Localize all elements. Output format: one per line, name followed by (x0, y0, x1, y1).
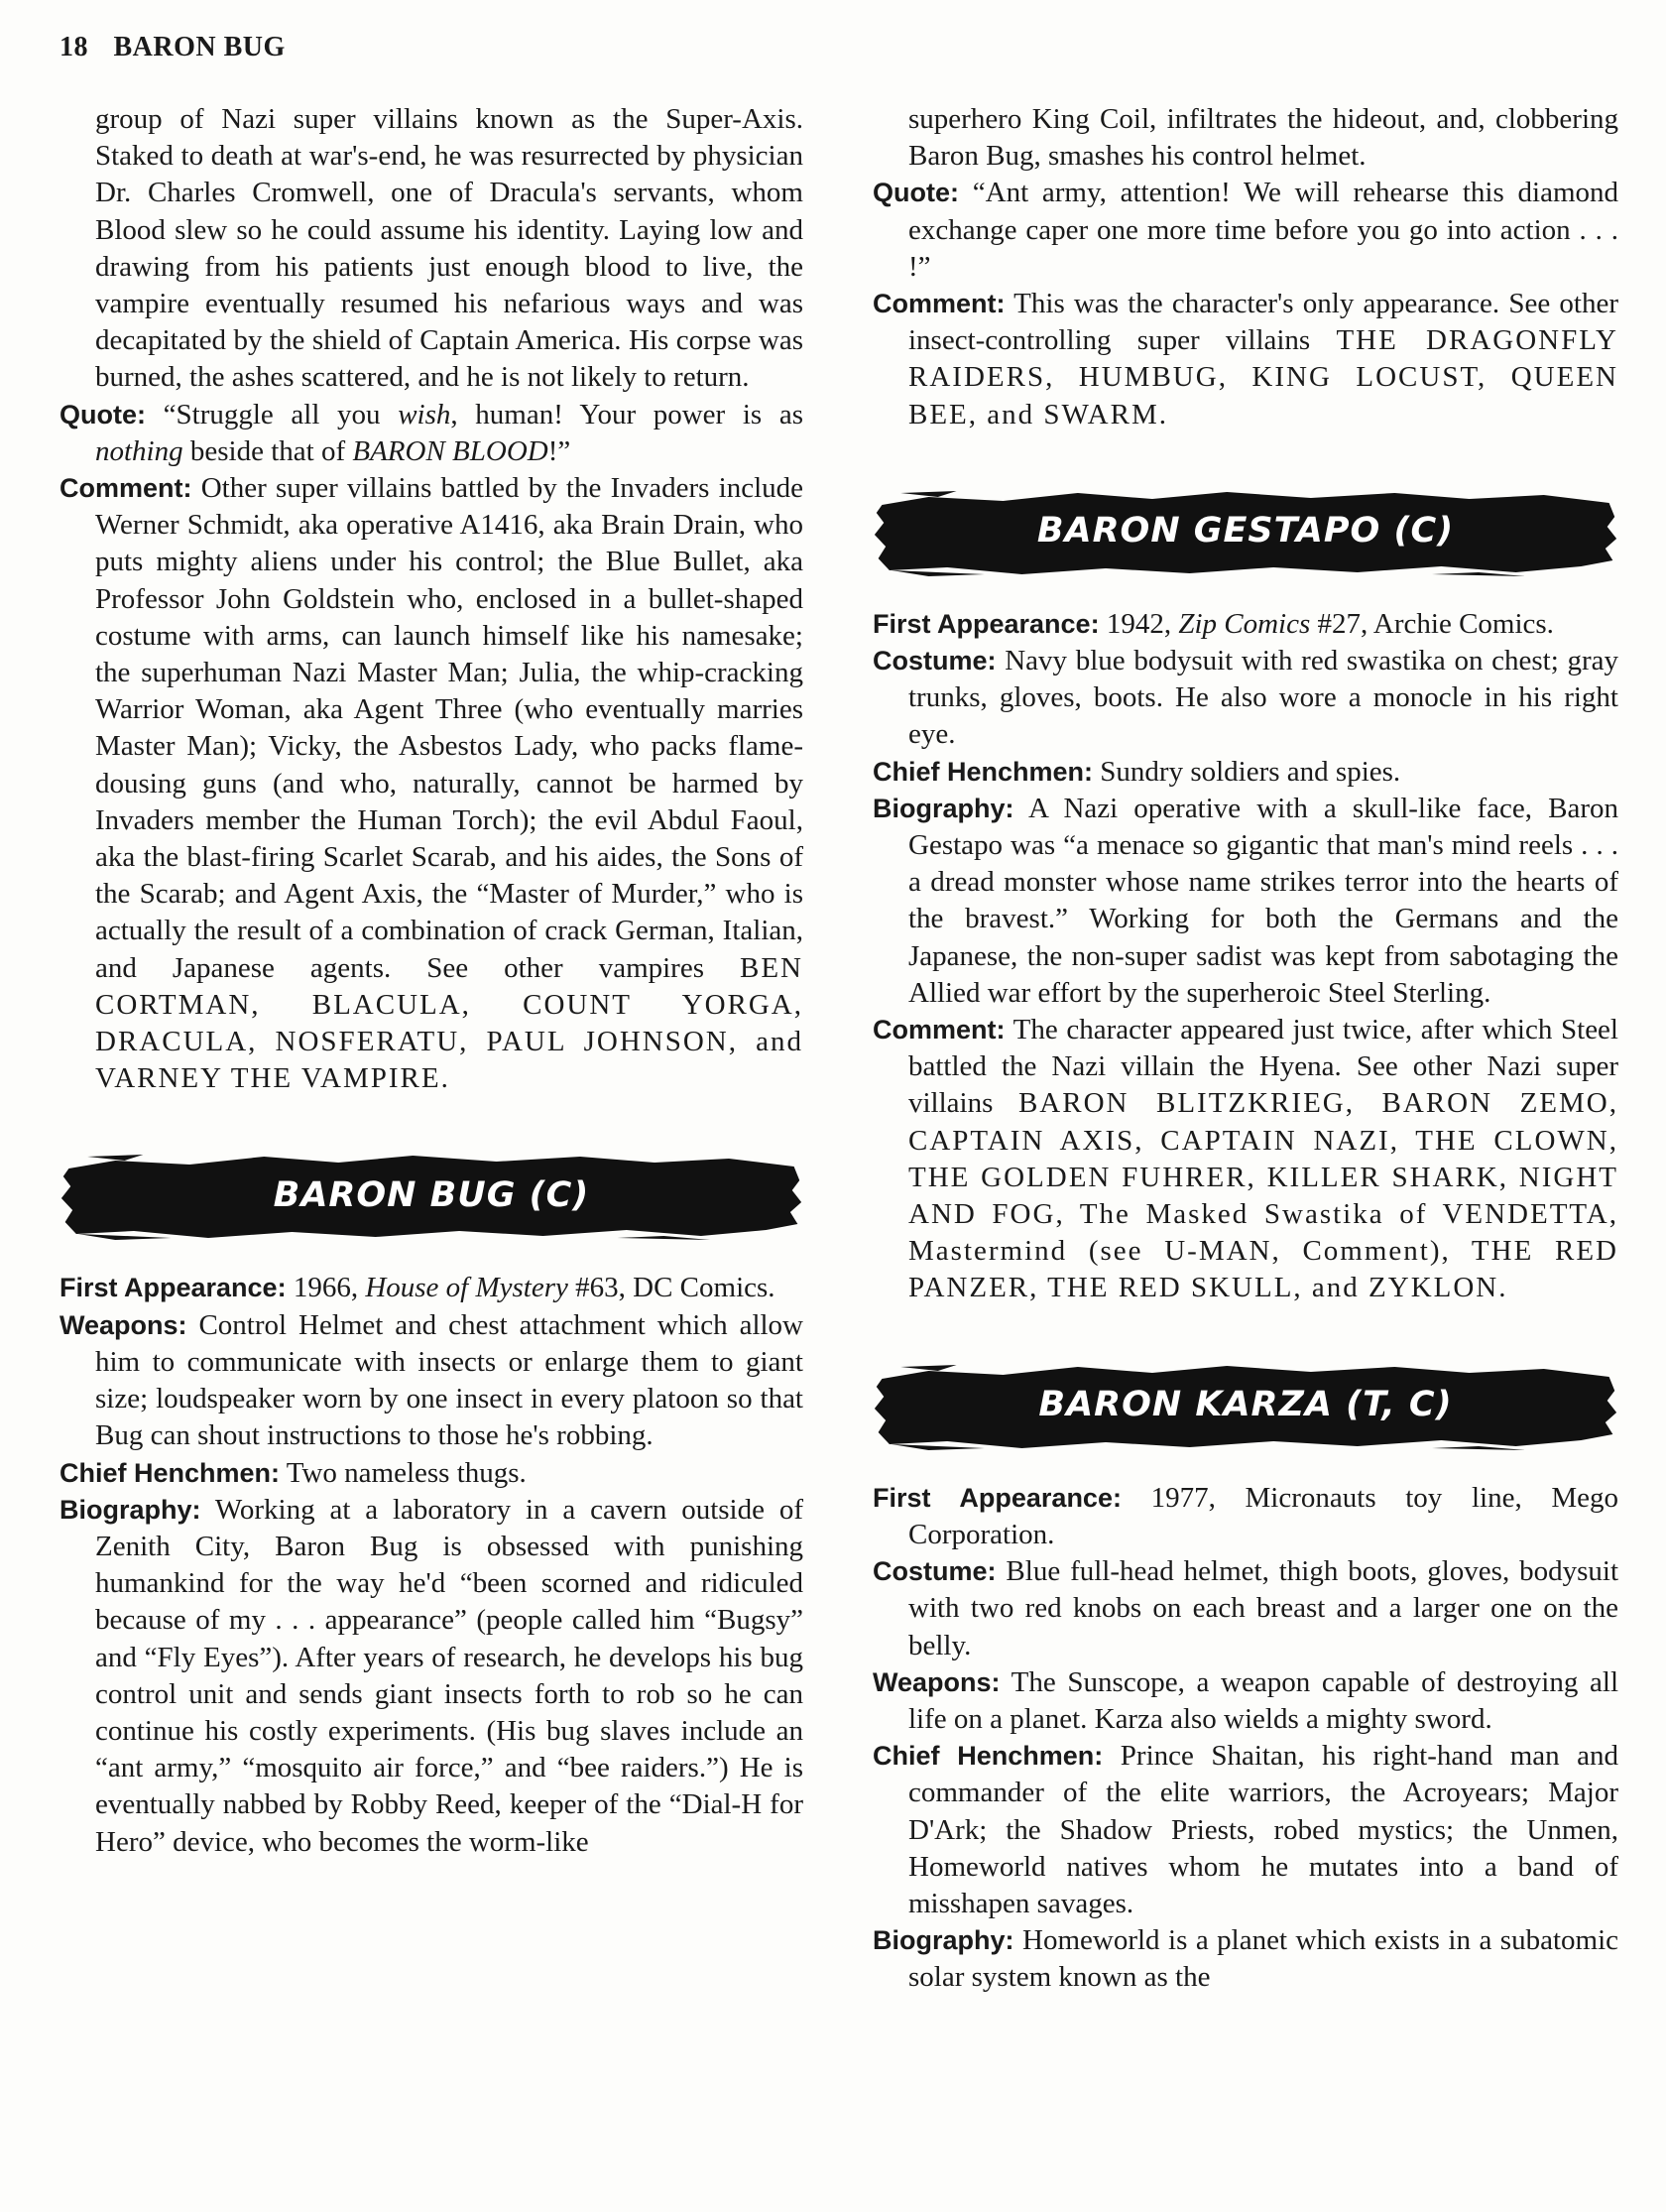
field-text: 1942, (1106, 607, 1179, 640)
entry-banner-baron-karza (873, 1361, 1618, 1450)
quote-emphasis: nothing (95, 434, 183, 467)
field-text: “Ant army, attention! We will rehearse this diamond exchange caper one more time before you go into action . . . !” (908, 177, 1619, 283)
field-text: Blue full-head helmet, thigh boots, gloves, bodysuit with two red knobs on each breast and a larger one on the belly. (908, 1555, 1618, 1661)
quote-text: , human! Your power is as (450, 398, 803, 430)
field-label: Chief Henchmen: (873, 1741, 1104, 1772)
karza-biography (873, 1922, 1618, 1996)
bug-comment (873, 286, 1618, 433)
field-text: This was the character's only appearance. See other insect-controlling super villains (908, 288, 1618, 357)
quote-text: !” (547, 434, 571, 467)
field-text: Navy blue bodysuit with red swastika on chest; gray trunks, gloves, boots. He also wore a monocle in his right eye. (908, 645, 1619, 751)
field-text: 1966, (293, 1272, 366, 1304)
karza-first-appearance (873, 1480, 1618, 1553)
gestapo-biography (873, 791, 1618, 1012)
bug-first-appearance (60, 1270, 803, 1306)
field-label: Biography: (873, 793, 1014, 823)
field-label: Weapons: (60, 1309, 187, 1340)
field-label: Quote: (873, 178, 959, 208)
bug-biography (60, 1492, 803, 1861)
gestapo-henchmen (873, 754, 1618, 791)
quote-text: beside that of (182, 434, 353, 467)
field-text: Homeworld is a planet which exists in a subatomic solar system known as the (908, 1924, 1618, 1994)
field-label: Comment: (873, 1015, 1006, 1045)
blood-quote (60, 397, 803, 470)
entry-banner-baron-gestapo (873, 487, 1618, 576)
field-text: Control Helmet and chest attachment which allow him to communicate with insects or enlarge them to giant size; loudspeaker worn by one insect in every platoon so that Bug can shout instructions to those he's robbing. (95, 1308, 803, 1452)
field-text: Prince Shaitan, his right-hand man and commander of the elite warriors, the Acroyears; Major D'Ark; the Shadow Priests, robed mystics; the Unmen, Homeworld natives whom he mutates into a band of misshapen savages. (908, 1740, 1619, 1919)
karza-costume (873, 1553, 1618, 1664)
blood-comment (60, 470, 803, 1097)
karza-weapons (873, 1664, 1618, 1738)
field-text: Sundry soldiers and spies. (1100, 755, 1401, 788)
gestapo-comment (873, 1012, 1618, 1307)
field-label: First Appearance: (60, 1273, 287, 1303)
running-title: BARON BUG (113, 32, 286, 62)
page-number: 18 (60, 32, 88, 62)
field-label: Costume: (873, 646, 997, 676)
field-label: Biography: (60, 1494, 201, 1525)
publication-title: House of Mystery (365, 1272, 568, 1304)
field-text: 1977, Micronauts toy line, Mego Corporation. (908, 1481, 1618, 1550)
quote-emphasis: BARON BLOOD (352, 434, 548, 467)
field-label: Biography: (873, 1925, 1014, 1956)
entry-title: BARON GESTAPO (C) (1036, 511, 1455, 552)
bug-biography-continued: superhero King Coil, infiltrates the hideout, and, clobbering Baron Bug, smashes his control helmet. (908, 103, 1618, 173)
right-column (873, 101, 1618, 1997)
cross-references: BARON BLITZKRIEG, BARON ZEMO, CAPTAIN AXIS, CAPTAIN NAZI, THE CLOWN, THE GOLDEN FUHRER, KILLER SHARK, NIGHT AND FOG, The Masked Swastika of VENDETTA, Mastermind (see U-MAN, Comment), THE RED PANZER, THE RED SKULL, and ZYKLON. (908, 1087, 1618, 1304)
field-text: The Sunscope, a weapon capable of destroying all life on a planet. Karza also wields a mighty sword. (908, 1665, 1618, 1735)
left-column (60, 101, 803, 1861)
field-label: Costume: (873, 1556, 997, 1587)
quote-emphasis: wish (398, 398, 451, 430)
gestapo-first-appearance (873, 606, 1618, 643)
bug-henchmen (60, 1455, 803, 1492)
comment-text: Other super villains battled by the Invaders include Werner Schmidt, aka operative A1416, aka Brain Drain, who puts mighty aliens under his control; the Blue Bullet, aka Professor John Goldstein who, enclosed in a bullet-shaped costume with arms, can launch himself like his namesake; the superhuman Nazi Master Man; Julia, the whip-cracking Warrior Woman, aka Agent Three (who eventually marries Master Man); Vicky, the Asbestos Lady, who packs flame-dousing guns (and who, naturally, cannot be harmed by Invaders member the Human Torch); the evil Abdul Faoul, aka the blast-firing Scarlet Scarab, and his aides, the Sons of the Scarab; and Agent Axis, the “Master of Murder,” who is actually the result of a combination of crack German, Italian, and Japanese agents. See other vampires (95, 472, 803, 984)
field-text: The character appeared just twice, after which Steel battled the Nazi villain the Hyena. See other Nazi super villains (908, 1014, 1618, 1120)
field-text: #27, Archie Comics. (1310, 607, 1554, 640)
bug-quote (873, 175, 1618, 286)
comment-label: Comment: (60, 473, 192, 504)
field-text: Two nameless thugs. (286, 1456, 527, 1489)
entry-title: BARON BUG (C) (273, 1174, 590, 1215)
field-label: First Appearance: (873, 1482, 1122, 1513)
quote-text: “Struggle all you (163, 398, 399, 430)
entry-banner-baron-bug (60, 1151, 803, 1240)
field-text: A Nazi operative with a skull-like face, Baron Gestapo was “a menace so gigantic that man's mind reels . . . a dread monster whose name strikes terror into the hearts of the bravest.” Working for both the Germans and the Japanese, the non-super sadist was kept from sabotaging the Allied war effort by the superheroic Steel Sterling. (908, 792, 1618, 1009)
quote-label: Quote: (60, 399, 146, 430)
field-text: #63, DC Comics. (567, 1272, 775, 1304)
field-text: Working at a laboratory in a cavern outside of Zenith City, Baron Bug is obsessed with punishing humankind for the way he'd “been scorned and ridiculed because of my . . . appearance” (people called him “Bugsy” and “Fly Eyes”). After years of research, he develops his bug control unit and sends giant insects forth to rob so he can continue his costly experiments. (His bug slaves include an “ant army,” “mosquito air force,” and “bee raiders.”) He is eventually nabbed by Robby Reed, keeper of the “Dial-H for Hero” device, who becomes the worm-like (95, 1493, 803, 1858)
field-label: Weapons: (873, 1666, 1001, 1697)
field-label: First Appearance: (873, 608, 1100, 639)
gestapo-costume (873, 643, 1618, 754)
karza-henchmen (873, 1738, 1618, 1922)
field-label: Chief Henchmen: (60, 1457, 281, 1488)
cross-references: THE DRAGONFLY RAIDERS, HUMBUG, KING LOCUST, QUEEN BEE, and SWARM. (908, 324, 1618, 430)
bug-weapons (60, 1307, 803, 1455)
running-head (60, 32, 286, 63)
field-label: Comment: (873, 289, 1006, 319)
field-label: Chief Henchmen: (873, 756, 1094, 787)
publication-title: Zip Comics (1178, 607, 1311, 640)
cross-references: BEN CORTMAN, BLACULA, COUNT YORGA, DRACULA, NOSFERATU, PAUL JOHNSON, and VARNEY THE VAMPIRE. (95, 951, 803, 1095)
entry-title: BARON KARZA (T, C) (1038, 1385, 1453, 1425)
blood-biography-continued: group of Nazi super villains known as the Super-Axis. Staked to death at war's-end, he was resurrected by physician Dr. Charles Cromwell, one of Dracula's servants, whom Blood slew so he could assume his identity. Laying low and drawing from his patients just enough blood to live, the vampire eventually resumed his nefarious ways and was decapitated by the shield of Captain America. His corpse was burned, the ashes scattered, and he is not likely to return. (95, 103, 803, 394)
